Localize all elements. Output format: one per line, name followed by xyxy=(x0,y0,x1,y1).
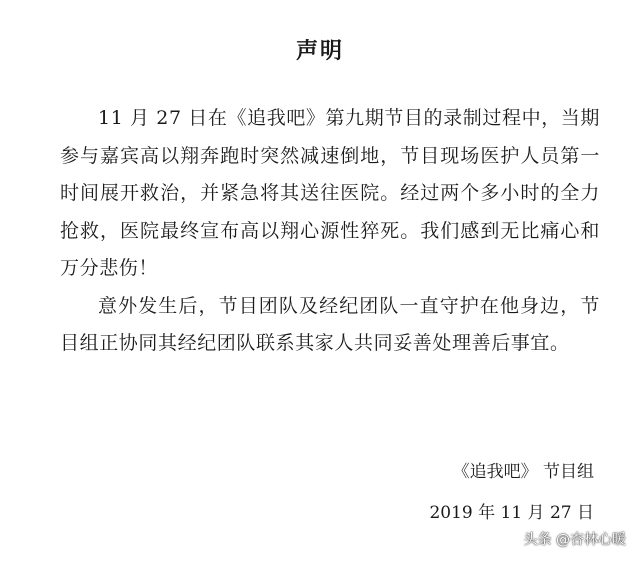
watermark-label: 头条 @杏林心暖 xyxy=(523,532,626,548)
paragraph-incident: 11 月 27 日在《追我吧》第九期节目的录制过程中，当期参与嘉宾高以翔奔跑时突然减速倒地，节目现场医护人员第一时间展开救治，并紧急将其送往医院。经过两个多小时的全力抢救，医院最终宣布高以翔心源性猝死。我们感到无比痛心和万分悲伤！ xyxy=(60,107,600,279)
document-title: 声明 xyxy=(295,38,344,64)
signature-date: 2019 年 11 月 27 日 xyxy=(429,503,594,523)
signature-program: 《追我吧》 节目组 xyxy=(452,462,594,482)
statement-body xyxy=(60,100,600,363)
paragraph-aftermath: 意外发生后，节目团队及经纪团队一直守护在他身边，节目组正协同其经纪团队联系其家人共同妥善处理善后事宜。 xyxy=(60,294,600,354)
